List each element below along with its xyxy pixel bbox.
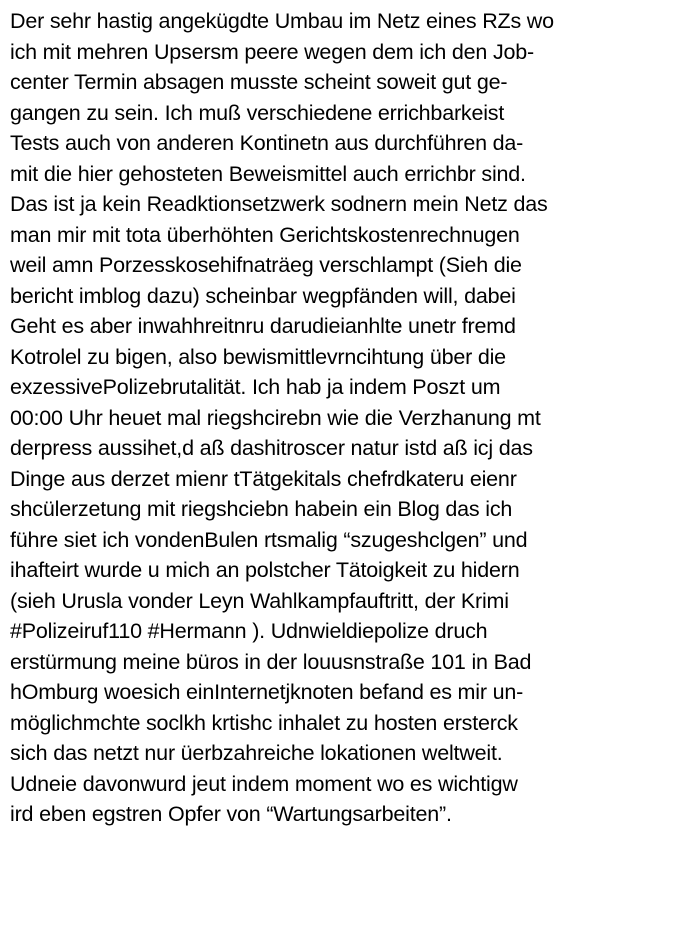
text-line: 00:00 Uhr heuet mal riegshcirebn wie die Verzhanung mt (10, 405, 541, 430)
text-line: man mir mit tota überhöhten Gerichtskostenrechnugen (10, 222, 520, 247)
text-line: Geht es aber inwahhreitnru darudieianhlte unetr fremd (10, 314, 516, 338)
text-line: ich mit mehren Upsersm peere wegen dem ich den Job- (10, 39, 534, 64)
text-line: (sieh Urusla vonder Leyn Wahlkampfauftritt, der Krimi (10, 588, 509, 613)
body-text (10, 6, 680, 830)
text-line: shcülerzetung mit riegshciebn habein ein Blog das ich (10, 497, 513, 521)
text-line: mit die hier gehosteten Beweismittel auch errichbr sind. (10, 161, 526, 186)
text-line: ihafteirt wurde u mich an polstcher Tätoigkeit zu hidern (10, 558, 520, 582)
text-line: weil amn Porzesskosehifnaträeg verschlampt (Sieh die (10, 253, 522, 277)
text-line: Der sehr hastig angekügdte Umbau im Netz eines RZs wo (10, 9, 554, 33)
text-line: hOmburg woesich einInternetjknoten befand es mir un- (10, 680, 524, 704)
text-line: exzessivePolizebrutalität. Ich hab ja indem Poszt um (10, 375, 501, 399)
text-line: #Polizeiruf110 #Hermann ). Udnwieldiepolize druch (10, 619, 488, 643)
text-line: bericht imblog dazu) scheinbar wegpfänden will, dabei (10, 283, 516, 308)
text-line: Das ist ja kein Readktionsetzwerk sodnern mein Netz das (10, 192, 548, 216)
text-line: Kotrolel zu bigen, also bewismittlevrncihtung über die (10, 344, 506, 369)
text-line: erstürmung meine büros in der louusnstraße 101 in Bad (10, 649, 532, 674)
text-line: sich das netzt nur üerbzahreiche lokationen weltweit. (10, 741, 503, 765)
text-line: ird eben egstren Opfer von “Wartungsarbeiten”. (10, 802, 452, 826)
text-line: center Termin absagen musste scheint soweit gut ge- (10, 70, 508, 94)
text-line: gangen zu sein. Ich muß verschiedene errichbarkeist (10, 100, 505, 125)
text-line: derpress aussihet,d aß dashitroscer natur istd aß icj das (10, 436, 533, 460)
text-line: führe siet ich vondenBulen rtsmalig “szugeshclgen” und (10, 527, 528, 552)
text-line: möglichmchte soclkh krtishc inhalet zu hosten ersterck (10, 710, 518, 735)
text-line: Udneie davonwurd jeut indem moment wo es wichtigw (10, 771, 518, 796)
text-line: Tests auch von anderen Kontinetn aus durchführen da- (10, 131, 524, 155)
text-line: Dinge aus derzet mienr tTätgekitals chefrdkateru eienr (10, 466, 517, 491)
